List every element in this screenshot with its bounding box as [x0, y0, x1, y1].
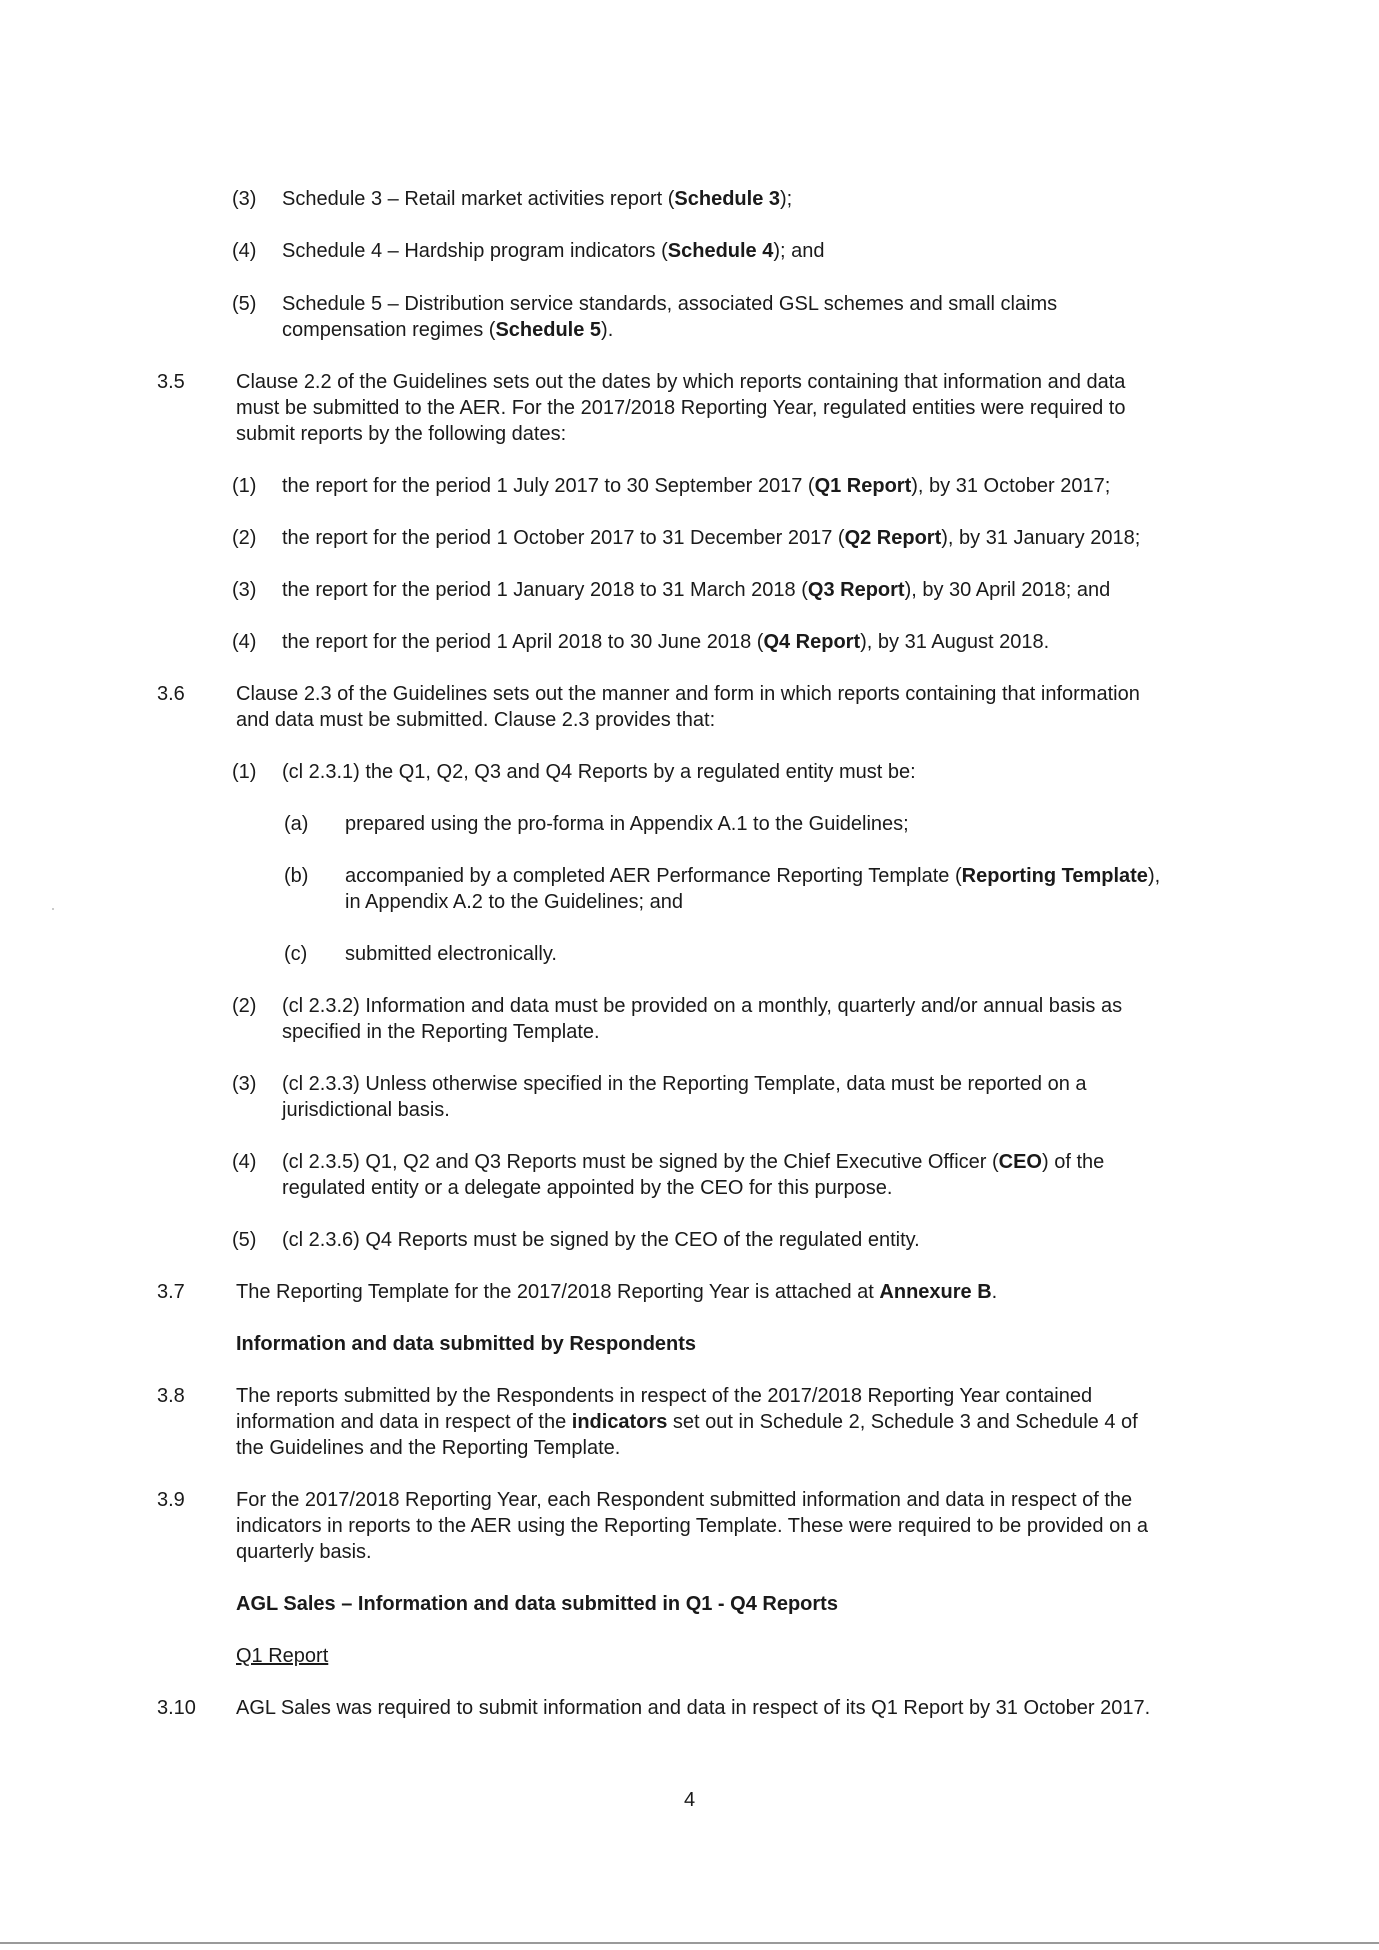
item-letter: (a): [284, 813, 309, 835]
paragraph-number: 3.8: [157, 1385, 185, 1407]
scan-speck: [52, 908, 54, 910]
item-number: (3): [232, 579, 257, 601]
item-text: (cl 2.3.1) the Q1, Q2, Q3 and Q4 Reports by a regulated entity must be:: [282, 761, 916, 783]
paragraph-line: AGL Sales was required to submit information and data in respect of its Q1 Report by 31 October 2017.: [236, 1697, 1151, 1719]
item-number: (2): [232, 995, 257, 1017]
item-number: (1): [232, 475, 257, 497]
paragraph-line: submit reports by the following dates:: [236, 423, 567, 445]
paragraph-line: The reports submitted by the Respondents in respect of the 2017/2018 Reporting Year contained: [236, 1385, 1093, 1407]
item-text: the report for the period 1 January 2018 to 31 March 2018 (Q3 Report), by 30 April 2018; and: [282, 579, 1111, 601]
item-text: (cl 2.3.2) Information and data must be provided on a monthly, quarterly and/or annual basis as: [282, 995, 1123, 1017]
item-text: Schedule 5 – Distribution service standards, associated GSL schemes and small claims: [282, 293, 1058, 315]
item-text: regulated entity or a delegate appointed by the CEO for this purpose.: [282, 1177, 893, 1199]
item-text: the report for the period 1 July 2017 to 30 September 2017 (Q1 Report), by 31 October 2017;: [282, 475, 1111, 497]
page-number: 4: [683, 1789, 696, 1811]
item-text: compensation regimes (Schedule 5).: [282, 319, 614, 341]
paragraph-line: indicators in reports to the AER using the Reporting Template. These were required to be provided on a: [236, 1515, 1149, 1537]
footer-rule: [0, 1942, 1379, 1944]
paragraph-line: Clause 2.3 of the Guidelines sets out the manner and form in which reports containing that information: [236, 683, 1140, 705]
item-text: Schedule 3 – Retail market activities report (Schedule 3);: [282, 188, 793, 210]
item-number: (3): [232, 1073, 257, 1095]
paragraph-line: quarterly basis.: [236, 1541, 372, 1563]
paragraph-line: The Reporting Template for the 2017/2018 Reporting Year is attached at Annexure B.: [236, 1281, 998, 1303]
item-letter: (b): [284, 865, 309, 887]
item-text: (cl 2.3.3) Unless otherwise specified in the Reporting Template, data must be reported on a: [282, 1073, 1087, 1095]
item-text: the report for the period 1 April 2018 to 30 June 2018 (Q4 Report), by 31 August 2018.: [282, 631, 1050, 653]
paragraph-line: and data must be submitted. Clause 2.3 provides that:: [236, 709, 716, 731]
item-text: jurisdictional basis.: [282, 1099, 450, 1121]
item-text: Schedule 4 – Hardship program indicators (Schedule 4); and: [282, 240, 825, 262]
item-text: (cl 2.3.6) Q4 Reports must be signed by the CEO of the regulated entity.: [282, 1229, 920, 1251]
item-number: (1): [232, 761, 257, 783]
item-text: (cl 2.3.5) Q1, Q2 and Q3 Reports must be signed by the Chief Executive Officer (CEO) of the: [282, 1151, 1105, 1173]
paragraph-line: the Guidelines and the Reporting Template.: [236, 1437, 621, 1459]
item-number: (3): [232, 188, 257, 210]
paragraph-number: 3.9: [157, 1489, 185, 1511]
item-number: (4): [232, 631, 257, 653]
item-number: (5): [232, 1229, 257, 1251]
paragraph-number: 3.6: [157, 683, 185, 705]
paragraph-number: 3.5: [157, 371, 185, 393]
item-letter: (c): [284, 943, 308, 965]
item-text: prepared using the pro-forma in Appendix A.1 to the Guidelines;: [345, 813, 909, 835]
item-number: (4): [232, 240, 257, 262]
item-text: in Appendix A.2 to the Guidelines; and: [345, 891, 684, 913]
sub-heading: Q1 Report: [236, 1645, 329, 1667]
section-heading: Information and data submitted by Respondents: [236, 1333, 697, 1355]
paragraph-number: 3.10: [157, 1697, 196, 1719]
paragraph-line: information and data in respect of the indicators set out in Schedule 2, Schedule 3 and Schedule 4 of: [236, 1411, 1138, 1433]
item-text: the report for the period 1 October 2017 to 31 December 2017 (Q2 Report), by 31 January 2018;: [282, 527, 1141, 549]
paragraph-line: For the 2017/2018 Reporting Year, each Respondent submitted information and data in respect of the: [236, 1489, 1133, 1511]
item-text: specified in the Reporting Template.: [282, 1021, 600, 1043]
item-number: (4): [232, 1151, 257, 1173]
paragraph-line: must be submitted to the AER. For the 2017/2018 Reporting Year, regulated entities were required to: [236, 397, 1126, 419]
item-number: (2): [232, 527, 257, 549]
paragraph-line: Clause 2.2 of the Guidelines sets out the dates by which reports containing that information and data: [236, 371, 1126, 393]
item-text: accompanied by a completed AER Performance Reporting Template (Reporting Template),: [345, 865, 1161, 887]
section-heading: AGL Sales – Information and data submitted in Q1 - Q4 Reports: [236, 1593, 838, 1615]
item-text: submitted electronically.: [345, 943, 557, 965]
paragraph-number: 3.7: [157, 1281, 185, 1303]
item-number: (5): [232, 293, 257, 315]
